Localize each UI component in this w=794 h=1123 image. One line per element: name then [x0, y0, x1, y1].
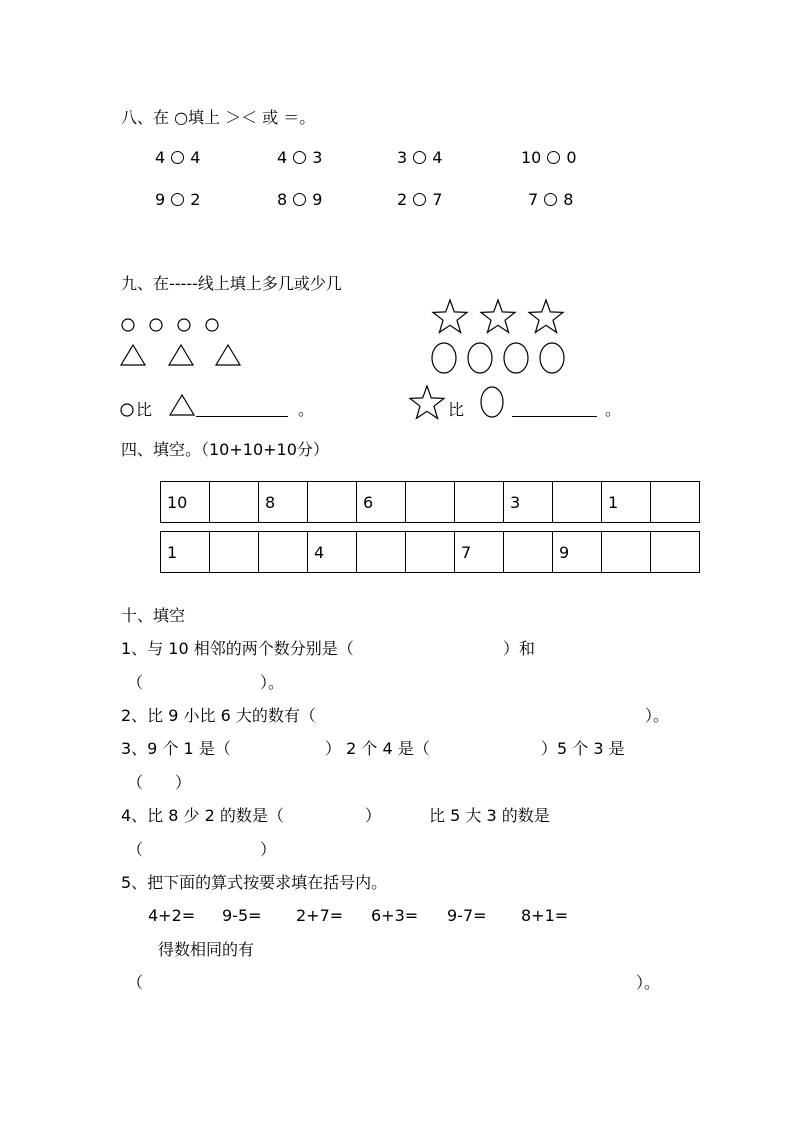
- sequence-cell: 1: [602, 482, 651, 523]
- compare-circle-icon: [413, 193, 426, 206]
- question-4-b: 比 5 大 3 的数是: [429, 806, 550, 825]
- sequence-cell[interactable]: [357, 532, 406, 573]
- equation: 4+2=: [148, 906, 196, 925]
- sequence-cell[interactable]: [553, 482, 602, 523]
- question-1: 1、与 10 相邻的两个数分别是（: [121, 639, 354, 658]
- compare-circle-icon: [544, 193, 557, 206]
- same-result-label: 得数相同的有: [158, 940, 255, 959]
- question-3-c: ）5 个 3 是: [541, 739, 625, 758]
- triangle-icon: [168, 393, 196, 417]
- question-4-open: （: [127, 840, 144, 859]
- sequence-cell[interactable]: [259, 532, 308, 573]
- sequence-cell[interactable]: [651, 532, 700, 573]
- small-circle-icon: [120, 403, 134, 417]
- question-3: 3、9 个 1 是（: [121, 739, 231, 758]
- compare-item[interactable]: 9 2: [155, 190, 201, 209]
- question-4: 4、比 8 少 2 的数是（: [121, 806, 284, 825]
- question-1-and: ）和: [503, 639, 536, 658]
- compare-item[interactable]: 10 0: [521, 148, 577, 167]
- triangles-icon: [119, 343, 244, 368]
- sequence-cell: 7: [455, 532, 504, 573]
- section9-heading: 九、在-----线上填上多几或少几: [121, 274, 342, 293]
- sequence-cell[interactable]: [651, 482, 700, 523]
- section8-heading: 八、在 ○填上 ＞＜ 或 ＝。: [121, 108, 316, 127]
- question-4-close2: ）: [260, 840, 277, 859]
- question-5: 5、把下面的算式按要求填在括号内。: [121, 873, 388, 892]
- sequence-cell: 1: [161, 532, 210, 573]
- compare-right-label: 比: [448, 400, 465, 419]
- compare-item[interactable]: 4 4: [155, 148, 201, 167]
- equation: 2+7=: [296, 906, 344, 925]
- equation: 6+3=: [371, 906, 419, 925]
- sequence-cell[interactable]: [210, 482, 259, 523]
- star-icon: [408, 384, 446, 420]
- equation: 9-5=: [222, 906, 262, 925]
- sequence-cell[interactable]: [210, 532, 259, 573]
- compare-item[interactable]: 7 8: [528, 190, 574, 209]
- sequence-cell[interactable]: [602, 532, 651, 573]
- sequence-cell: 3: [504, 482, 553, 523]
- compare-item[interactable]: 4 3: [277, 148, 323, 167]
- compare-circle-icon: [171, 151, 184, 164]
- sequence-cell[interactable]: [406, 482, 455, 523]
- answer-open-paren: （: [127, 973, 144, 992]
- compare-left-label: 比: [136, 400, 153, 419]
- compare-circle-icon: [171, 193, 184, 206]
- sequence-cell[interactable]: [455, 482, 504, 523]
- small-circles-icon: [120, 316, 225, 334]
- answer-line-right[interactable]: [512, 400, 597, 417]
- question-1-open: （: [127, 673, 144, 692]
- sequence-cell: 10: [161, 482, 210, 523]
- compare-item[interactable]: 3 4: [397, 148, 443, 167]
- sequence-cell[interactable]: [504, 532, 553, 573]
- sequence-cell: 8: [259, 482, 308, 523]
- number-sequence-table-1: [160, 481, 700, 523]
- compare-circle-icon: [293, 151, 306, 164]
- sequence-cell: 9: [553, 532, 602, 573]
- period: 。: [605, 400, 622, 419]
- compare-item[interactable]: 8 9: [277, 190, 323, 209]
- number-sequence-table-2: [160, 531, 700, 573]
- oval-icon: [479, 385, 505, 419]
- section4-heading: 四、填空。（10+10+10分）: [121, 440, 329, 459]
- compare-item[interactable]: 2 7: [397, 190, 443, 209]
- compare-circle-icon: [293, 193, 306, 206]
- period: 。: [298, 400, 315, 419]
- stars-icon: [430, 298, 570, 334]
- question-1-close: ）。: [260, 673, 285, 692]
- compare-circle-icon: [413, 151, 426, 164]
- section10-heading: 十、填空: [121, 606, 186, 625]
- ovals-icon: [430, 341, 570, 375]
- sequence-cell[interactable]: [308, 482, 357, 523]
- question-3-close: ）: [175, 773, 192, 792]
- compare-circle-icon: [547, 151, 560, 164]
- equation: 9-7=: [447, 906, 487, 925]
- equation: 8+1=: [521, 906, 569, 925]
- question-2-close: ）。: [645, 706, 670, 725]
- sequence-cell: 6: [357, 482, 406, 523]
- question-4-close: ）: [365, 806, 382, 825]
- sequence-cell: 4: [308, 532, 357, 573]
- question-3-b: ） 2 个 4 是（: [325, 739, 430, 758]
- question-2: 2、比 9 小比 6 大的数有（: [121, 706, 316, 725]
- answer-line-left[interactable]: [196, 400, 288, 417]
- sequence-cell[interactable]: [406, 532, 455, 573]
- question-3-open: （: [127, 773, 144, 792]
- answer-close-paren: ）。: [636, 973, 661, 992]
